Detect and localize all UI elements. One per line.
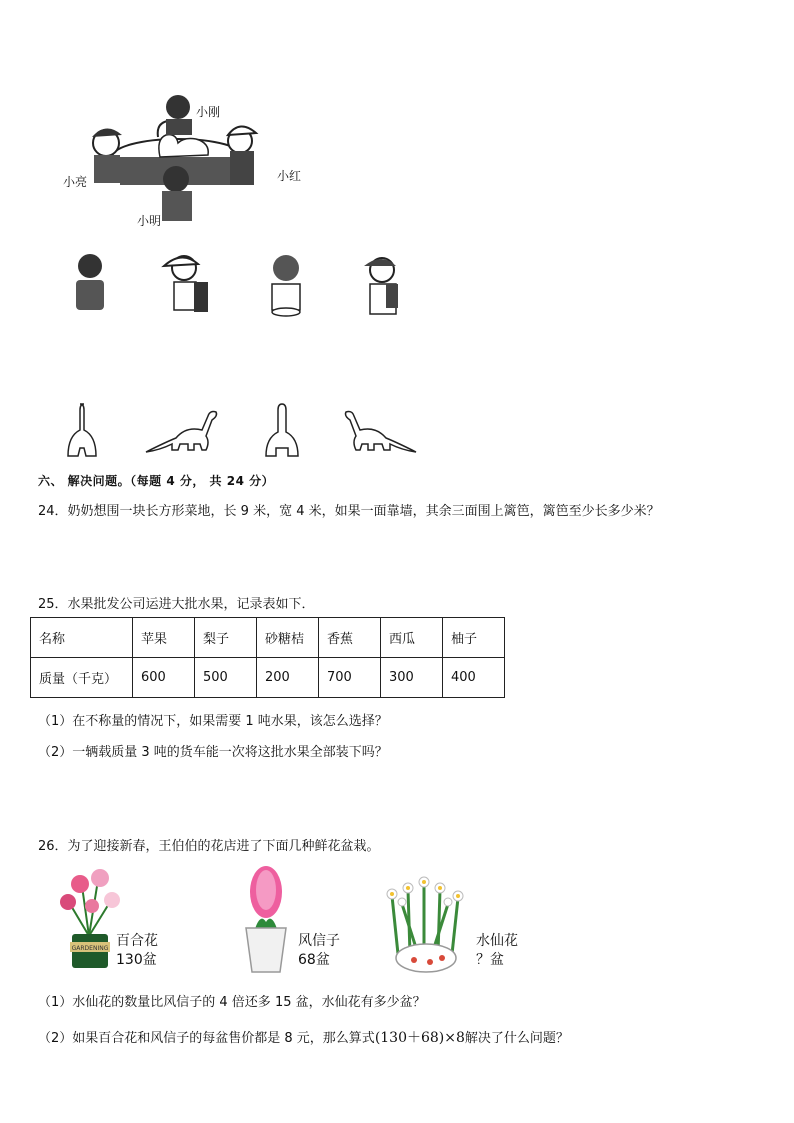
table-cell: 600 [133, 658, 195, 698]
table-cell: 苹果 [133, 618, 195, 658]
flower-label-lily [116, 932, 158, 970]
name-label-gang: 小刚 [196, 105, 221, 119]
table-cell: 名称 [31, 618, 133, 658]
question-26-intro: 26．为了迎接新春，王伯伯的花店进了下面几种鲜花盆栽。 [38, 839, 380, 854]
table-cell: 柚子 [443, 618, 505, 658]
flower-label-narcissus [476, 932, 518, 970]
question-26-sub2-text-b: 解决了什么问题？ [464, 1031, 569, 1046]
section-six-heading: 六、 解决问题。（每题 4 分， 共 24 分） [38, 474, 275, 488]
flower-name: 百合花 [116, 933, 158, 949]
table-cell: 300 [381, 658, 443, 698]
flower-count: 68盆 [298, 952, 330, 968]
question-25-sub1: （1）在不称量的情况下，如果需要 1 吨水果，该怎么选择？ [38, 714, 388, 729]
table-cell: 西瓜 [381, 618, 443, 658]
dinosaur-back-view [262, 400, 302, 464]
question-25-sub2: （2）一辆载质量 3 吨的货车能一次将这批水果全部装下吗？ [38, 745, 388, 760]
table-row [31, 658, 505, 698]
kids-around-table-illustration [60, 85, 310, 230]
question-26-sub2 [38, 1027, 569, 1047]
table-cell: 砂糖桔 [257, 618, 319, 658]
flower-count: ？盆 [476, 952, 504, 968]
question-24: 24．奶奶想围一块长方形菜地，长 9 米，宽 4 米，如果一面靠墙，其余三面围上篱笆，篱笆至少长多少米？ [38, 504, 660, 519]
flower-count: 130盆 [116, 952, 157, 968]
name-label-ming: 小明 [137, 214, 162, 228]
name-label-liang: 小亮 [63, 175, 88, 189]
dinosaur-side-view-right [340, 408, 420, 462]
table-cell: 香蕉 [319, 618, 381, 658]
dinosaur-front-view [64, 400, 104, 464]
question-26-sub1: （1）水仙花的数量比风信子的 4 倍还多 15 盆，水仙花有多少盆？ [38, 995, 426, 1010]
question-26-sub2-formula: (130＋68)×8 [374, 1030, 465, 1046]
name-label-hong: 小红 [277, 169, 302, 183]
flower-name: 水仙花 [476, 933, 518, 949]
table-cell: 400 [443, 658, 505, 698]
kid-back-view [70, 252, 110, 312]
hyacinth-pot-image [240, 862, 292, 974]
pot-label: GARDENING [71, 945, 109, 952]
lily-pot-image [52, 866, 126, 974]
flower-name: 风信子 [298, 933, 340, 949]
table-cell: 质量（千克） [31, 658, 133, 698]
table-header-row [31, 618, 505, 658]
table-cell: 500 [195, 658, 257, 698]
fruit-table [30, 617, 505, 698]
kid-side-view-right [360, 254, 408, 318]
table-cell: 700 [319, 658, 381, 698]
flower-label-hyacinth [298, 932, 340, 970]
question-25-intro: 25．水果批发公司运进大批水果，记录表如下． [38, 597, 315, 612]
narcissus-pot-image [378, 874, 474, 974]
kid-side-view-left [160, 252, 216, 314]
dinosaur-side-view-left [142, 408, 222, 462]
table-cell: 200 [257, 658, 319, 698]
kid-front-view [262, 252, 310, 318]
question-26-sub2-text-a: （2）如果百合花和风信子的每盆售价都是 8 元，那么算式 [38, 1031, 375, 1046]
table-cell: 梨子 [195, 618, 257, 658]
